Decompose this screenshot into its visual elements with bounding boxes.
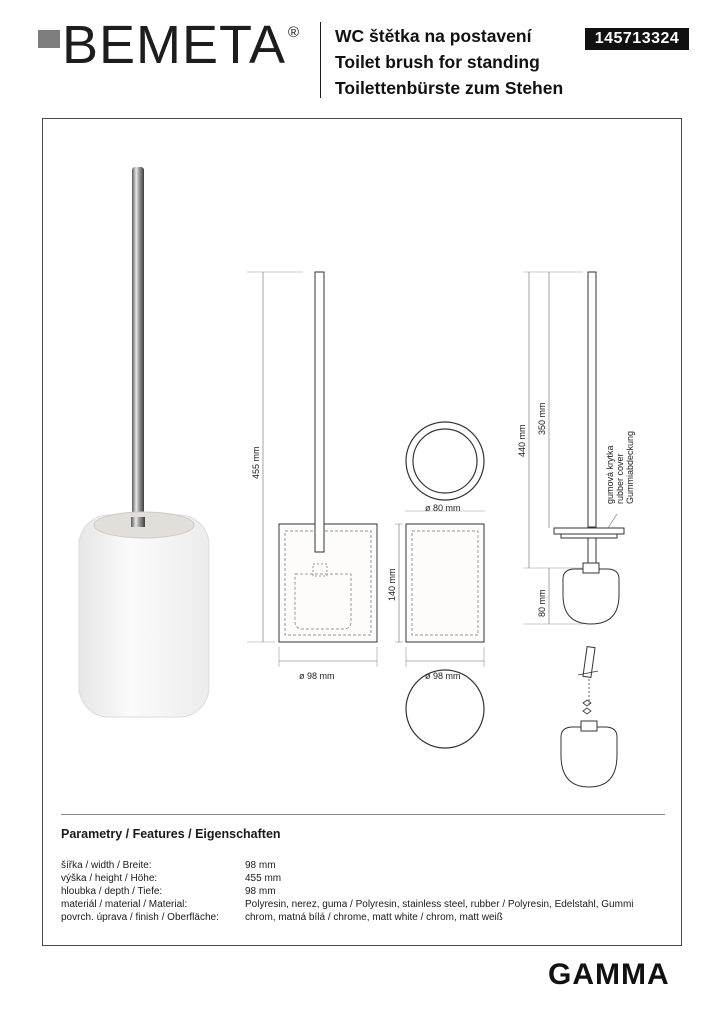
brush-detail-drawing [561,647,617,787]
feature-label-depth: hloubka / depth / Tiefe: [61,886,163,897]
product-code-badge: 145713324 [585,28,689,50]
dim-brush-80: 80 mm [537,589,547,617]
feature-label-finish: povrch. úprava / finish / Oberfläche: [61,912,219,923]
feature-value-material: Polyresin, nerez, guma / Polyresin, stainless steel, rubber / Polyresin, Edelstahl, Gummi [245,899,634,910]
product-sheet-frame [42,118,682,946]
label-cover-de: Gummiabdeckung [625,430,635,504]
dim-width-front: ø 98 mm [299,671,335,681]
title-german: Toilettenbürste zum Stehen [335,78,564,98]
features-title: Parametry / Features / Eigenschaften [61,827,281,841]
dim-height-455: 455 mm [251,446,261,479]
feature-value-depth: 98 mm [245,886,276,897]
title-english: Toilet brush for standing [335,52,540,72]
feature-value-width: 98 mm [245,860,276,871]
feature-value-finish: chrom, matná bílá / chrome, matt white / chrom, matt weiß [245,912,503,923]
dim-height-140: 140 mm [387,568,397,601]
feature-label-material: materiál / material / Material: [61,899,188,910]
technical-drawing [43,119,681,809]
label-cover-cz: gumová krytka [605,445,615,504]
model-name: GAMMA [548,958,670,991]
front-view-drawing [247,272,377,667]
dim-brush-350: 350 mm [537,402,547,435]
top-view-circle [405,422,485,511]
title-czech: WC štětka na postavení [335,26,532,46]
registered-mark: ® [288,24,300,41]
brand-logo [38,15,308,76]
feature-label-height: výška / height / Höhe: [61,873,158,884]
side-view-drawing [395,524,484,748]
header-divider [320,22,321,98]
logo-square-mark [38,30,60,48]
product-photo [79,167,209,717]
label-cover-en: rubber cover [615,453,625,504]
dim-width-side: ø 98 mm [425,671,461,681]
feature-label-width: šířka / width / Breite: [61,860,152,871]
features-divider [61,814,665,815]
dim-brush-440: 440 mm [517,424,527,457]
dim-inner-diameter: ø 80 mm [425,503,461,513]
feature-value-height: 455 mm [245,873,282,884]
brand-name: BEMETA [62,15,287,75]
